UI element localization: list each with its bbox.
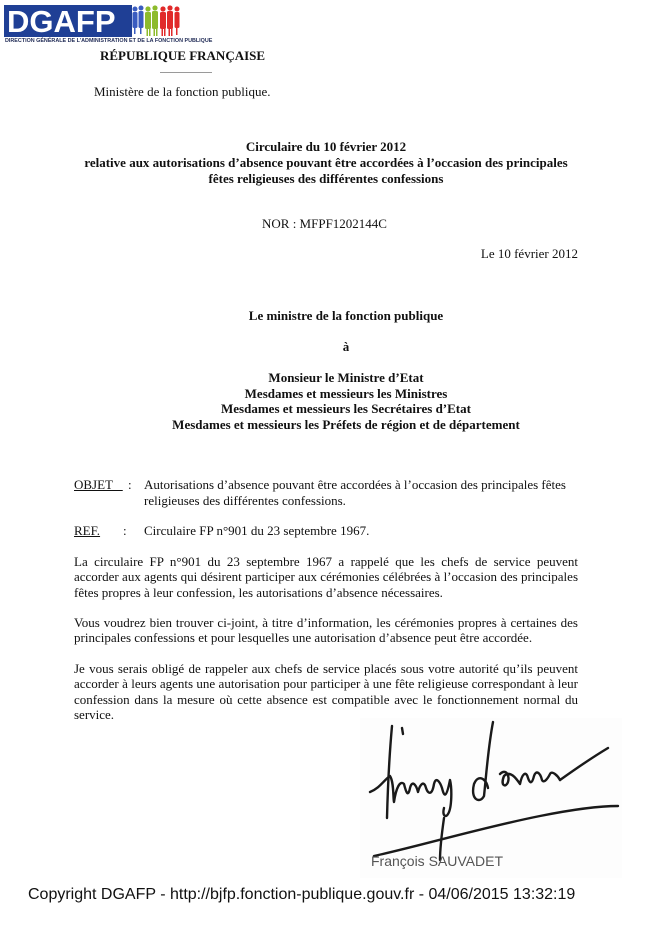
signature-block xyxy=(360,718,622,878)
objet-label xyxy=(74,477,123,493)
divider xyxy=(160,72,212,73)
recipients xyxy=(60,370,632,432)
paragraph: La circulaire FP n°901 du 23 septembre 1967 a rappelé que les chefs de service peuvent accorder aux agents qui désirent participer aux cérémonies célébrées à l’occasion des principales fêtes propres à leur confession, les autorisations d’absence nécessaires. xyxy=(74,554,578,600)
nor-reference: NOR : MFPF1202144C xyxy=(262,216,387,231)
recipient-line: Mesdames et messieurs les Secrétaires d’Etat xyxy=(221,401,471,417)
objet-colon: : xyxy=(128,477,132,492)
recipient-line: Mesdames et messieurs les Ministres xyxy=(244,385,448,401)
signatory-name: François SAUVADET xyxy=(371,853,503,869)
sender: Le ministre de la fonction publique xyxy=(248,308,444,323)
ref-value: Circulaire FP n°901 du 23 septembre 1967. xyxy=(144,523,370,538)
paragraph: Vous voudrez bien trouver ci-joint, à titre d’information, les cérémonies propres à certaines des principales confessions et pour lesquelles une autorisation d’absence peut être accordée. xyxy=(74,615,578,646)
dgafp-logo xyxy=(4,2,213,46)
republic-heading: RÉPUBLIQUE FRANÇAISE xyxy=(100,48,266,63)
document-title xyxy=(60,139,592,187)
ref-label: REF. xyxy=(74,523,101,538)
ref-colon: : xyxy=(123,523,127,538)
logo-subtitle: DIRECTION GÉNÉRALE DE L'ADMINISTRATION ET DE LA FONCTION PUBLIQUE xyxy=(5,38,213,44)
to-word: à xyxy=(342,339,350,354)
paragraph: Je vous serais obligé de rappeler aux chefs de service placés sous votre autorité qu’ils peuvent accorder à leurs agents une autorisation pour participer à une fête religieuse correspondant à leur confession dans la mesure où cette absence est compatible avec le fonctionnement normal du service. xyxy=(74,661,578,722)
title-line: fêtes religieuses des différentes confessions xyxy=(208,171,444,186)
ministry-name: Ministère de la fonction publique. xyxy=(94,84,271,99)
people-silhouettes-icon xyxy=(132,2,182,38)
logo-box xyxy=(4,5,132,37)
recipient-line: Mesdames et messieurs les Préfets de région et de département xyxy=(172,416,520,432)
objet-field xyxy=(74,477,578,509)
objet-value: Autorisations d’absence pouvant être accordées à l’occasion des principales fêtes religieuses des différentes confessions. xyxy=(144,477,566,508)
copyright-footer: Copyright DGAFP - http://bjfp.fonction-publique.gouv.fr - 04/06/2015 13:32:19 xyxy=(28,886,576,903)
objet-label-text: OBJET xyxy=(74,477,113,492)
logo-text: DGAFP xyxy=(7,4,116,39)
recipient-line: Monsieur le Ministre d’Etat xyxy=(268,370,424,385)
title-line: relative aux autorisations d’absence pouvant être accordées à l’occasion des principales xyxy=(84,155,568,170)
title-line: Circulaire du 10 février 2012 xyxy=(245,139,407,154)
document-date: Le 10 février 2012 xyxy=(480,246,578,261)
ref-field xyxy=(74,523,578,539)
